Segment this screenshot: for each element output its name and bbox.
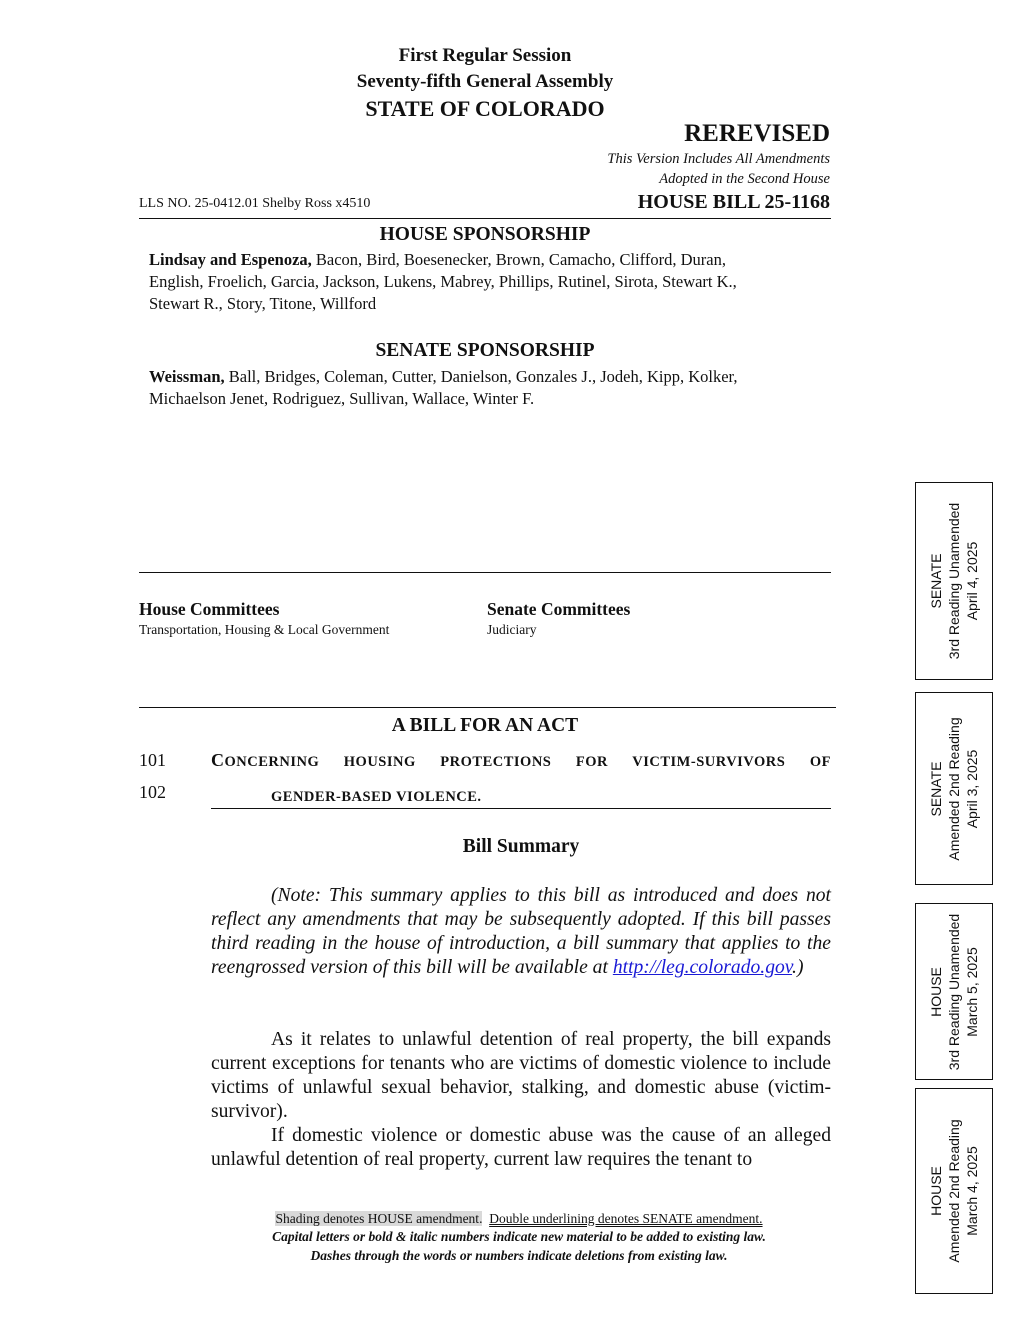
senate-cosponsors-line2: Michaelson Jenet, Rodriguez, Sullivan, Wallace, Winter F. (149, 389, 535, 408)
summary-paragraph-2: If domestic violence or domestic abuse was the cause of an alleged unlawful detention of real property, current law requires the tenant to (211, 1125, 831, 1170)
house-cosponsors-line3: Stewart R., Story, Titone, Willford (149, 294, 377, 313)
stamp-house-3rd-reading (915, 903, 993, 1080)
house-committees-value: Transportation, Housing & Local Government (139, 622, 390, 637)
summary-note-close: .) (792, 957, 804, 978)
version-title: REREVISED (684, 120, 830, 147)
committees-rule (139, 572, 831, 573)
stamp-action: 3rd Reading Unamended (946, 502, 962, 660)
line-number-102: 102 (139, 782, 166, 802)
stamp-senate-3rd-reading (915, 482, 993, 680)
bill-number: HOUSE BILL 25-1168 (637, 191, 830, 213)
stamp-chamber: SENATE (928, 553, 944, 609)
bill-title-rule (139, 707, 836, 708)
stamp-date: April 4, 2025 (964, 541, 980, 621)
bill-summary-heading: Bill Summary (462, 836, 580, 857)
senate-committees-heading: Senate Committees (487, 599, 631, 619)
stamp-date: March 4, 2025 (964, 1146, 980, 1236)
summary-note (211, 884, 831, 980)
shading-legend: Shading denotes HOUSE amendment. (275, 1211, 483, 1226)
act-title-rest: ONCERNING HOUSING PROTECTIONS FOR VICTIM-SURVIVORS OF (224, 754, 831, 770)
stamp-chamber: HOUSE (928, 966, 944, 1017)
senate-prime-sponsor: Weissman, (149, 367, 225, 386)
senate-committees-value: Judiciary (487, 622, 537, 637)
amendment-legend (139, 1211, 899, 1227)
house-sponsorship-title: HOUSE SPONSORSHIP (379, 224, 591, 245)
house-committees-heading: House Committees (139, 599, 280, 619)
stamp-chamber: HOUSE (928, 1166, 944, 1216)
house-cosponsors-line2: English, Froelich, Garcia, Jackson, Lukens, Mabrey, Phillips, Rutinel, Sirota, Stewart K., (149, 272, 737, 291)
header-rule (139, 218, 831, 219)
double-underline-legend: Double underlining denotes SENATE amendment. (489, 1211, 763, 1226)
act-title-cap: C (211, 750, 225, 770)
session-label: First Regular Session (398, 45, 572, 66)
act-title-rule (211, 808, 831, 809)
stamp-date: April 3, 2025 (964, 749, 980, 828)
act-title-line2: GENDER-BASED VIOLENCE. (271, 789, 482, 805)
senate-cosponsors-line1: Ball, Bridges, Coleman, Cutter, Danielson, Gonzales J., Jodeh, Kipp, Kolker, (228, 367, 738, 386)
stamp-action: 3rd Reading Unamended (946, 913, 962, 1070)
house-cosponsors-line1: Bacon, Bird, Boesenecker, Brown, Camacho, Clifford, Duran, (315, 250, 726, 269)
house-prime-sponsors: Lindsay and Espenoza, (149, 250, 312, 269)
stamp-senate-2nd-reading (915, 692, 993, 885)
bill-title: A BILL FOR AN ACT (391, 715, 579, 736)
act-title-line1 (211, 750, 831, 771)
line-number-101: 101 (139, 750, 166, 770)
capital-letters-legend: Capital letters or bold & italic numbers indicate new material to be added to existing law. (272, 1229, 766, 1244)
summary-paragraph-1: As it relates to unlawful detention of real property, the bill expands current exceptions for tenants who are victims of domestic violence to include victims of unlawful sexual behavior, stalking, and domestic abuse (victim-survivor). (211, 1029, 831, 1122)
dashes-legend: Dashes through the words or numbers indicate deletions from existing law. (310, 1248, 728, 1263)
house-sponsors (149, 249, 831, 315)
state-label: STATE OF COLORADO (365, 96, 605, 121)
leg-website-link[interactable]: http://leg.colorado.gov (612, 957, 793, 978)
version-note-2: Adopted in the Second House (659, 171, 830, 187)
summary-note-text: (Note: This summary applies to this bill as introduced and does not reflect any amendments that may be subsequently adopted. If this bill passes third reading in the house of introduction, a bill summary that applies to the reengrossed version of this bill will be available at (211, 885, 831, 978)
assembly-label: Seventy-fifth General Assembly (356, 71, 614, 92)
stamp-action: Amended 2nd Reading (946, 716, 962, 861)
lls-number: LLS NO. 25-0412.01 Shelby Ross x4510 (139, 196, 371, 211)
senate-sponsorship-title: SENATE SPONSORSHIP (375, 340, 595, 361)
stamp-house-2nd-reading (915, 1088, 993, 1294)
senate-sponsors (149, 366, 831, 410)
stamp-date: March 5, 2025 (964, 946, 980, 1037)
stamp-action: Amended 2nd Reading (946, 1119, 962, 1263)
version-note-1: This Version Includes All Amendments (607, 151, 830, 167)
stamp-chamber: SENATE (928, 761, 944, 816)
